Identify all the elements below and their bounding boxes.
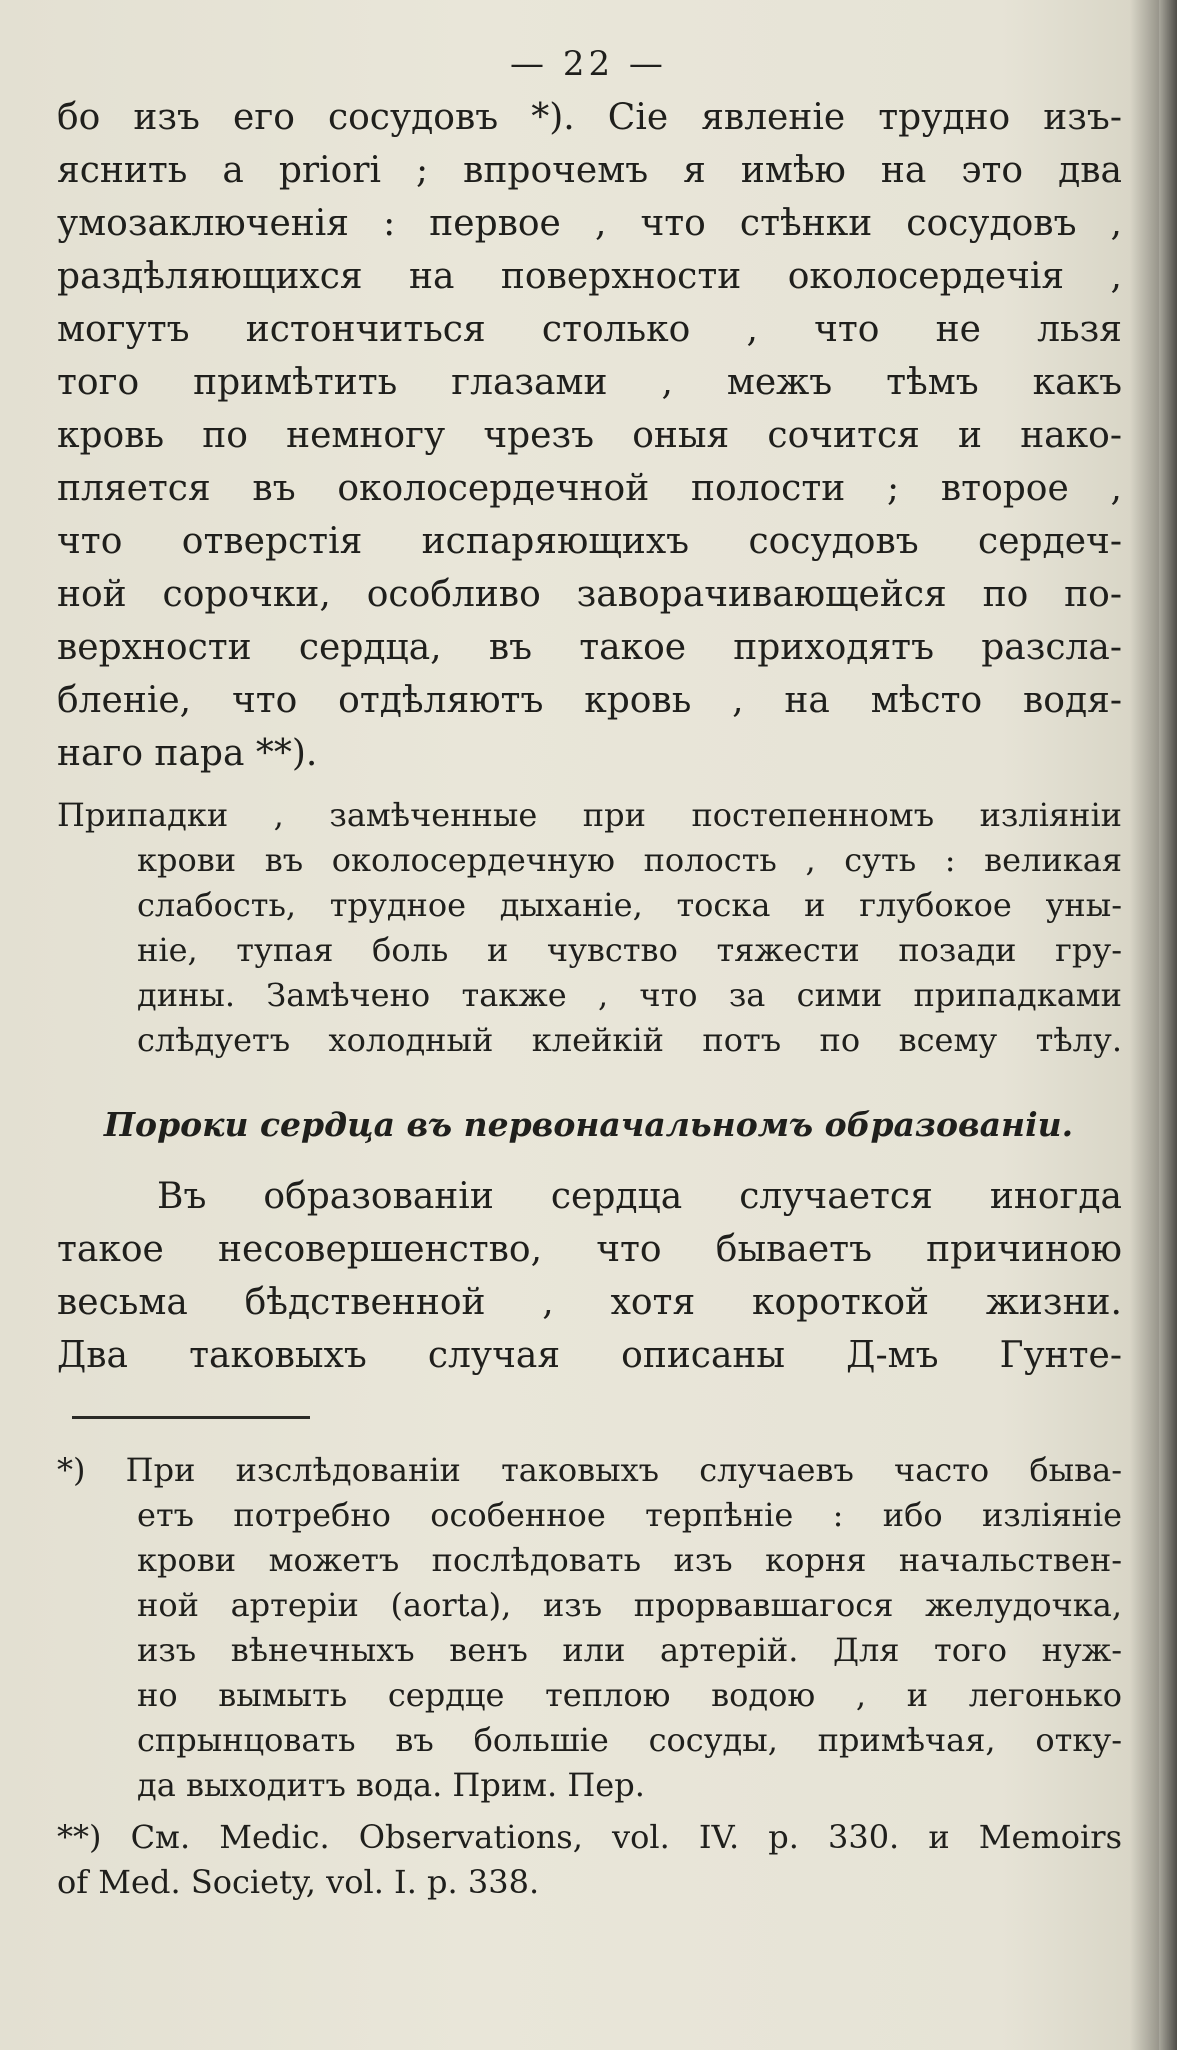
section-heading: Пороки сердца въ первоначальномъ образованiи. [103, 1105, 1074, 1144]
text-line: слабость, трудное дыханiе, тоска и глубокое уны- [137, 886, 1122, 924]
footnote-line: но вымыть сердце теплою водою , и легонько [137, 1676, 1122, 1714]
footnote-rule [72, 1416, 310, 1419]
footnote-line: етъ потребно особенное терпѣнiе : ибо излiянiе [137, 1496, 1122, 1534]
text-line: пляется въ околосердечной полости ; второе , [57, 468, 1122, 509]
text-line: слѣдуетъ холодный клейкiй потъ по всему тѣлу. [137, 1021, 1122, 1059]
text-line: дины. Замѣчено также , что за сими припадками [137, 976, 1122, 1014]
text-line: бо изъ его сосудовъ *). Сiе явленiе трудно изъ- [57, 97, 1122, 138]
text-line: умозаключенiя : первое , что стѣнки сосудовъ , [57, 203, 1122, 244]
footnote-2 [57, 1815, 1122, 1905]
symptoms-paragraph [57, 793, 1122, 1063]
text-line: Въ образованiи сердца случается иногда [157, 1176, 1122, 1217]
text-line: кровь по немногу чрезъ оныя сочится и нако- [57, 415, 1122, 456]
section-paragraph [57, 1170, 1122, 1382]
text-line: того примѣтить глазами , межъ тѣмъ какъ [57, 362, 1122, 403]
page-number: — 22 — [510, 44, 667, 84]
footnote-line: **) См. Medic. Observations, vol. IV. p. 330. и Memoirs [57, 1818, 1122, 1856]
page-gutter-shadow [1159, 0, 1177, 2050]
text-line: Два таковыхъ случая описаны Д-мъ Гунте- [57, 1335, 1122, 1376]
text-line: весьма бѣдственной , хотя короткой жизни. [57, 1282, 1122, 1323]
footnote-line: крови можетъ послѣдовать изъ корня начальствен- [137, 1541, 1122, 1579]
text-line: что отверстiя испаряющихъ сосудовъ сердеч- [57, 521, 1122, 562]
text-line: Припадки , замѣченные при постепенномъ излiянiи [57, 796, 1122, 834]
footnote-line: изъ вѣнечныхъ венъ или артерiй. Для того нуж- [137, 1631, 1122, 1669]
footnote-line: *) При изслѣдованiи таковыхъ случаевъ часто быва- [57, 1451, 1122, 1489]
footnote-line: спрынцовать въ большiе сосуды, примѣчая, отку- [137, 1721, 1122, 1759]
text-line: яснить a priori ; впрочемъ я имѣю на это два [57, 150, 1122, 191]
footnote-1 [57, 1448, 1122, 1808]
main-paragraph [57, 91, 1122, 780]
text-line: нiе, тупая боль и чувство тяжести позади гру- [137, 931, 1122, 969]
text-line: ной сорочки, особливо заворачивающейся по по- [57, 574, 1122, 615]
text-line: бленiе, что отдѣляютъ кровь , на мѣсто водя- [57, 680, 1122, 721]
footnote-line: да выходитъ вода. Прим. Пер. [137, 1766, 645, 1804]
text-line: крови въ околосердечную полость , суть : великая [137, 841, 1122, 879]
footnote-line: ной артерiи (aorta), изъ прорвавшагося желудочка, [137, 1586, 1122, 1624]
text-line: наго пара **). [57, 733, 318, 774]
footnote-line: of Med. Society, vol. I. p. 338. [57, 1863, 540, 1901]
text-line: могутъ истончиться столько , что не льзя [57, 309, 1122, 350]
text-line: такое несовершенство, что бываетъ причиною [57, 1229, 1122, 1270]
text-line: верхности сердца, въ такое приходятъ разсла- [57, 627, 1122, 668]
text-line: раздѣляющихся на поверхности околосердечiя , [57, 256, 1122, 297]
